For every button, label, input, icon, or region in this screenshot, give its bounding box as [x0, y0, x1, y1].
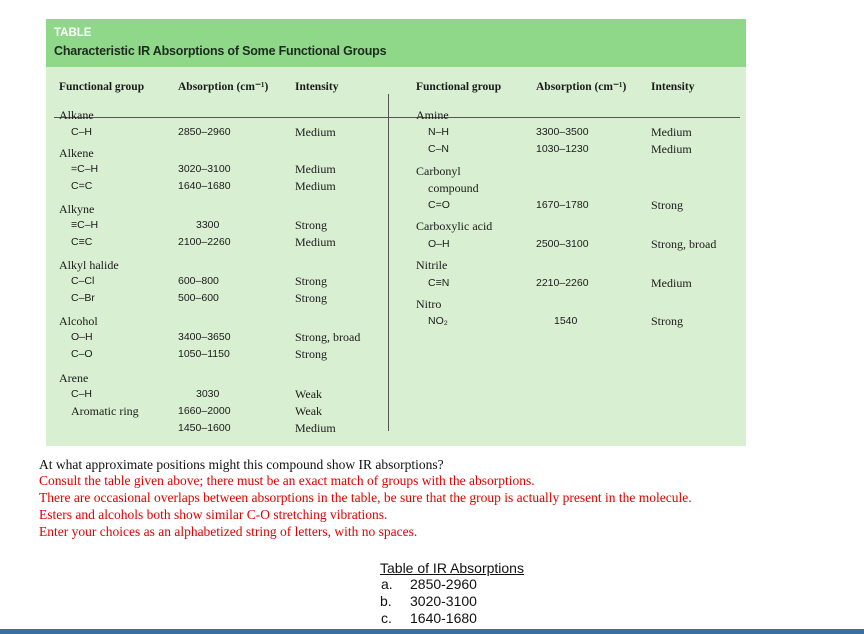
hint-text: Esters and alcohols both show similar C-O stretching vibrations. — [39, 507, 388, 522]
hint-text: There are occasional overlaps between absorptions in the table, be sure that the group is actually present in the molecule. — [39, 490, 692, 505]
group-name: compound — [428, 181, 479, 195]
group-name: NO₂ — [428, 315, 448, 327]
absorption-value: 3300–3500 — [536, 126, 589, 138]
group-name: C–Br — [71, 292, 95, 304]
group-name: =C–H — [71, 163, 99, 175]
option-value: 3020-3100 — [410, 593, 477, 609]
absorption-value: 3020–3100 — [178, 163, 231, 175]
table-title: Characteristic IR Absorptions of Some Functional Groups — [54, 44, 387, 58]
absorption-value: 500–600 — [178, 292, 219, 304]
absorption-value: 2210–2260 — [536, 277, 589, 289]
group-category: Nitro — [416, 297, 442, 311]
group-category: Carbonyl — [416, 164, 461, 178]
group-name: Aromatic ring — [71, 404, 139, 418]
group-name: O–H — [71, 331, 93, 343]
option-value: 2850-2960 — [410, 576, 477, 592]
intensity-value: Medium — [651, 142, 692, 156]
ir-table-panel — [46, 19, 746, 446]
right-col-header-intensity: Intensity — [651, 81, 695, 93]
group-category: Amine — [416, 108, 449, 122]
left-col-header-intensity: Intensity — [295, 81, 339, 93]
intensity-value: Strong — [651, 314, 684, 328]
intensity-value: Medium — [295, 179, 336, 193]
group-category: Carboxylic acid — [416, 219, 493, 233]
group-category: Alkene — [59, 146, 94, 160]
intensity-value: Weak — [295, 404, 323, 418]
hint-text: Enter your choices as an alphabetized string of letters, with no spaces. — [39, 524, 418, 539]
absorption-value: 1030–1230 — [536, 143, 589, 155]
intensity-value: Medium — [651, 276, 692, 290]
intensity-value: Medium — [295, 421, 336, 435]
intensity-value: Strong — [651, 198, 684, 212]
absorption-value: 2850–2960 — [178, 126, 231, 138]
option-letter: a. — [381, 576, 393, 592]
absorption-value: 1670–1780 — [536, 199, 589, 211]
absorption-value: 1540 — [554, 315, 578, 327]
options-heading: Table of IR Absorptions — [380, 560, 524, 576]
intensity-value: Strong — [295, 291, 328, 305]
group-name: C–H — [71, 126, 93, 138]
absorption-value: 1660–2000 — [178, 405, 231, 417]
absorption-value: 1640–1680 — [178, 180, 231, 192]
left-col-header-group: Functional group — [59, 81, 145, 93]
absorption-value: 1450–1600 — [178, 422, 231, 434]
intensity-value: Strong — [295, 218, 328, 232]
group-category: Alkyne — [59, 202, 95, 216]
column-divider — [388, 94, 389, 431]
group-name: C–H — [71, 388, 93, 400]
group-name: C=C — [71, 180, 93, 192]
absorption-value: 3030 — [196, 388, 220, 400]
intensity-value: Weak — [295, 387, 323, 401]
absorption-value: 600–800 — [178, 275, 219, 287]
right-col-header-group: Functional group — [416, 81, 502, 93]
group-name: C≡C — [71, 236, 93, 248]
header-rule — [54, 117, 740, 118]
intensity-value: Strong — [295, 274, 328, 288]
group-name: ≡C–H — [71, 219, 99, 231]
option-value: 1640-1680 — [410, 610, 477, 626]
question-prompt: At what approximate positions might this compound show IR absorptions? — [39, 457, 444, 472]
group-name: C=O — [428, 199, 450, 211]
group-name: C–N — [428, 143, 450, 155]
absorption-value: 3300 — [196, 219, 220, 231]
intensity-value: Medium — [295, 235, 336, 249]
group-category: Alkyl halide — [59, 258, 119, 272]
group-category: Nitrile — [416, 258, 448, 272]
hint-text: Consult the table given above; there must be an exact match of groups with the absorptions. — [39, 473, 535, 488]
intensity-value: Medium — [295, 125, 336, 139]
intensity-value: Strong — [295, 347, 328, 361]
intensity-value: Strong, broad — [295, 330, 361, 344]
table-tag: TABLE — [54, 27, 92, 39]
group-name: C≡N — [428, 277, 450, 289]
group-category: Alkane — [59, 108, 94, 122]
window-bottom-bar — [0, 629, 864, 634]
table-header-band — [46, 19, 746, 67]
group-name: C–Cl — [71, 275, 95, 287]
group-category: Alcohol — [59, 314, 98, 328]
option-letter: c. — [381, 610, 392, 626]
intensity-value: Medium — [295, 162, 336, 176]
left-col-header-absorption: Absorption (cm⁻¹) — [178, 81, 269, 93]
intensity-value: Medium — [651, 125, 692, 139]
group-name: N–H — [428, 126, 450, 138]
absorption-value: 3400–3650 — [178, 331, 231, 343]
right-col-header-absorption: Absorption (cm⁻¹) — [536, 81, 627, 93]
absorption-value: 2500–3100 — [536, 238, 589, 250]
group-name: C–O — [71, 348, 93, 360]
absorption-value: 1050–1150 — [178, 348, 230, 360]
intensity-value: Strong, broad — [651, 237, 717, 251]
absorption-value: 2100–2260 — [178, 236, 231, 248]
group-name: O–H — [428, 238, 450, 250]
option-letter: b. — [380, 593, 392, 609]
group-category: Arene — [59, 371, 89, 385]
